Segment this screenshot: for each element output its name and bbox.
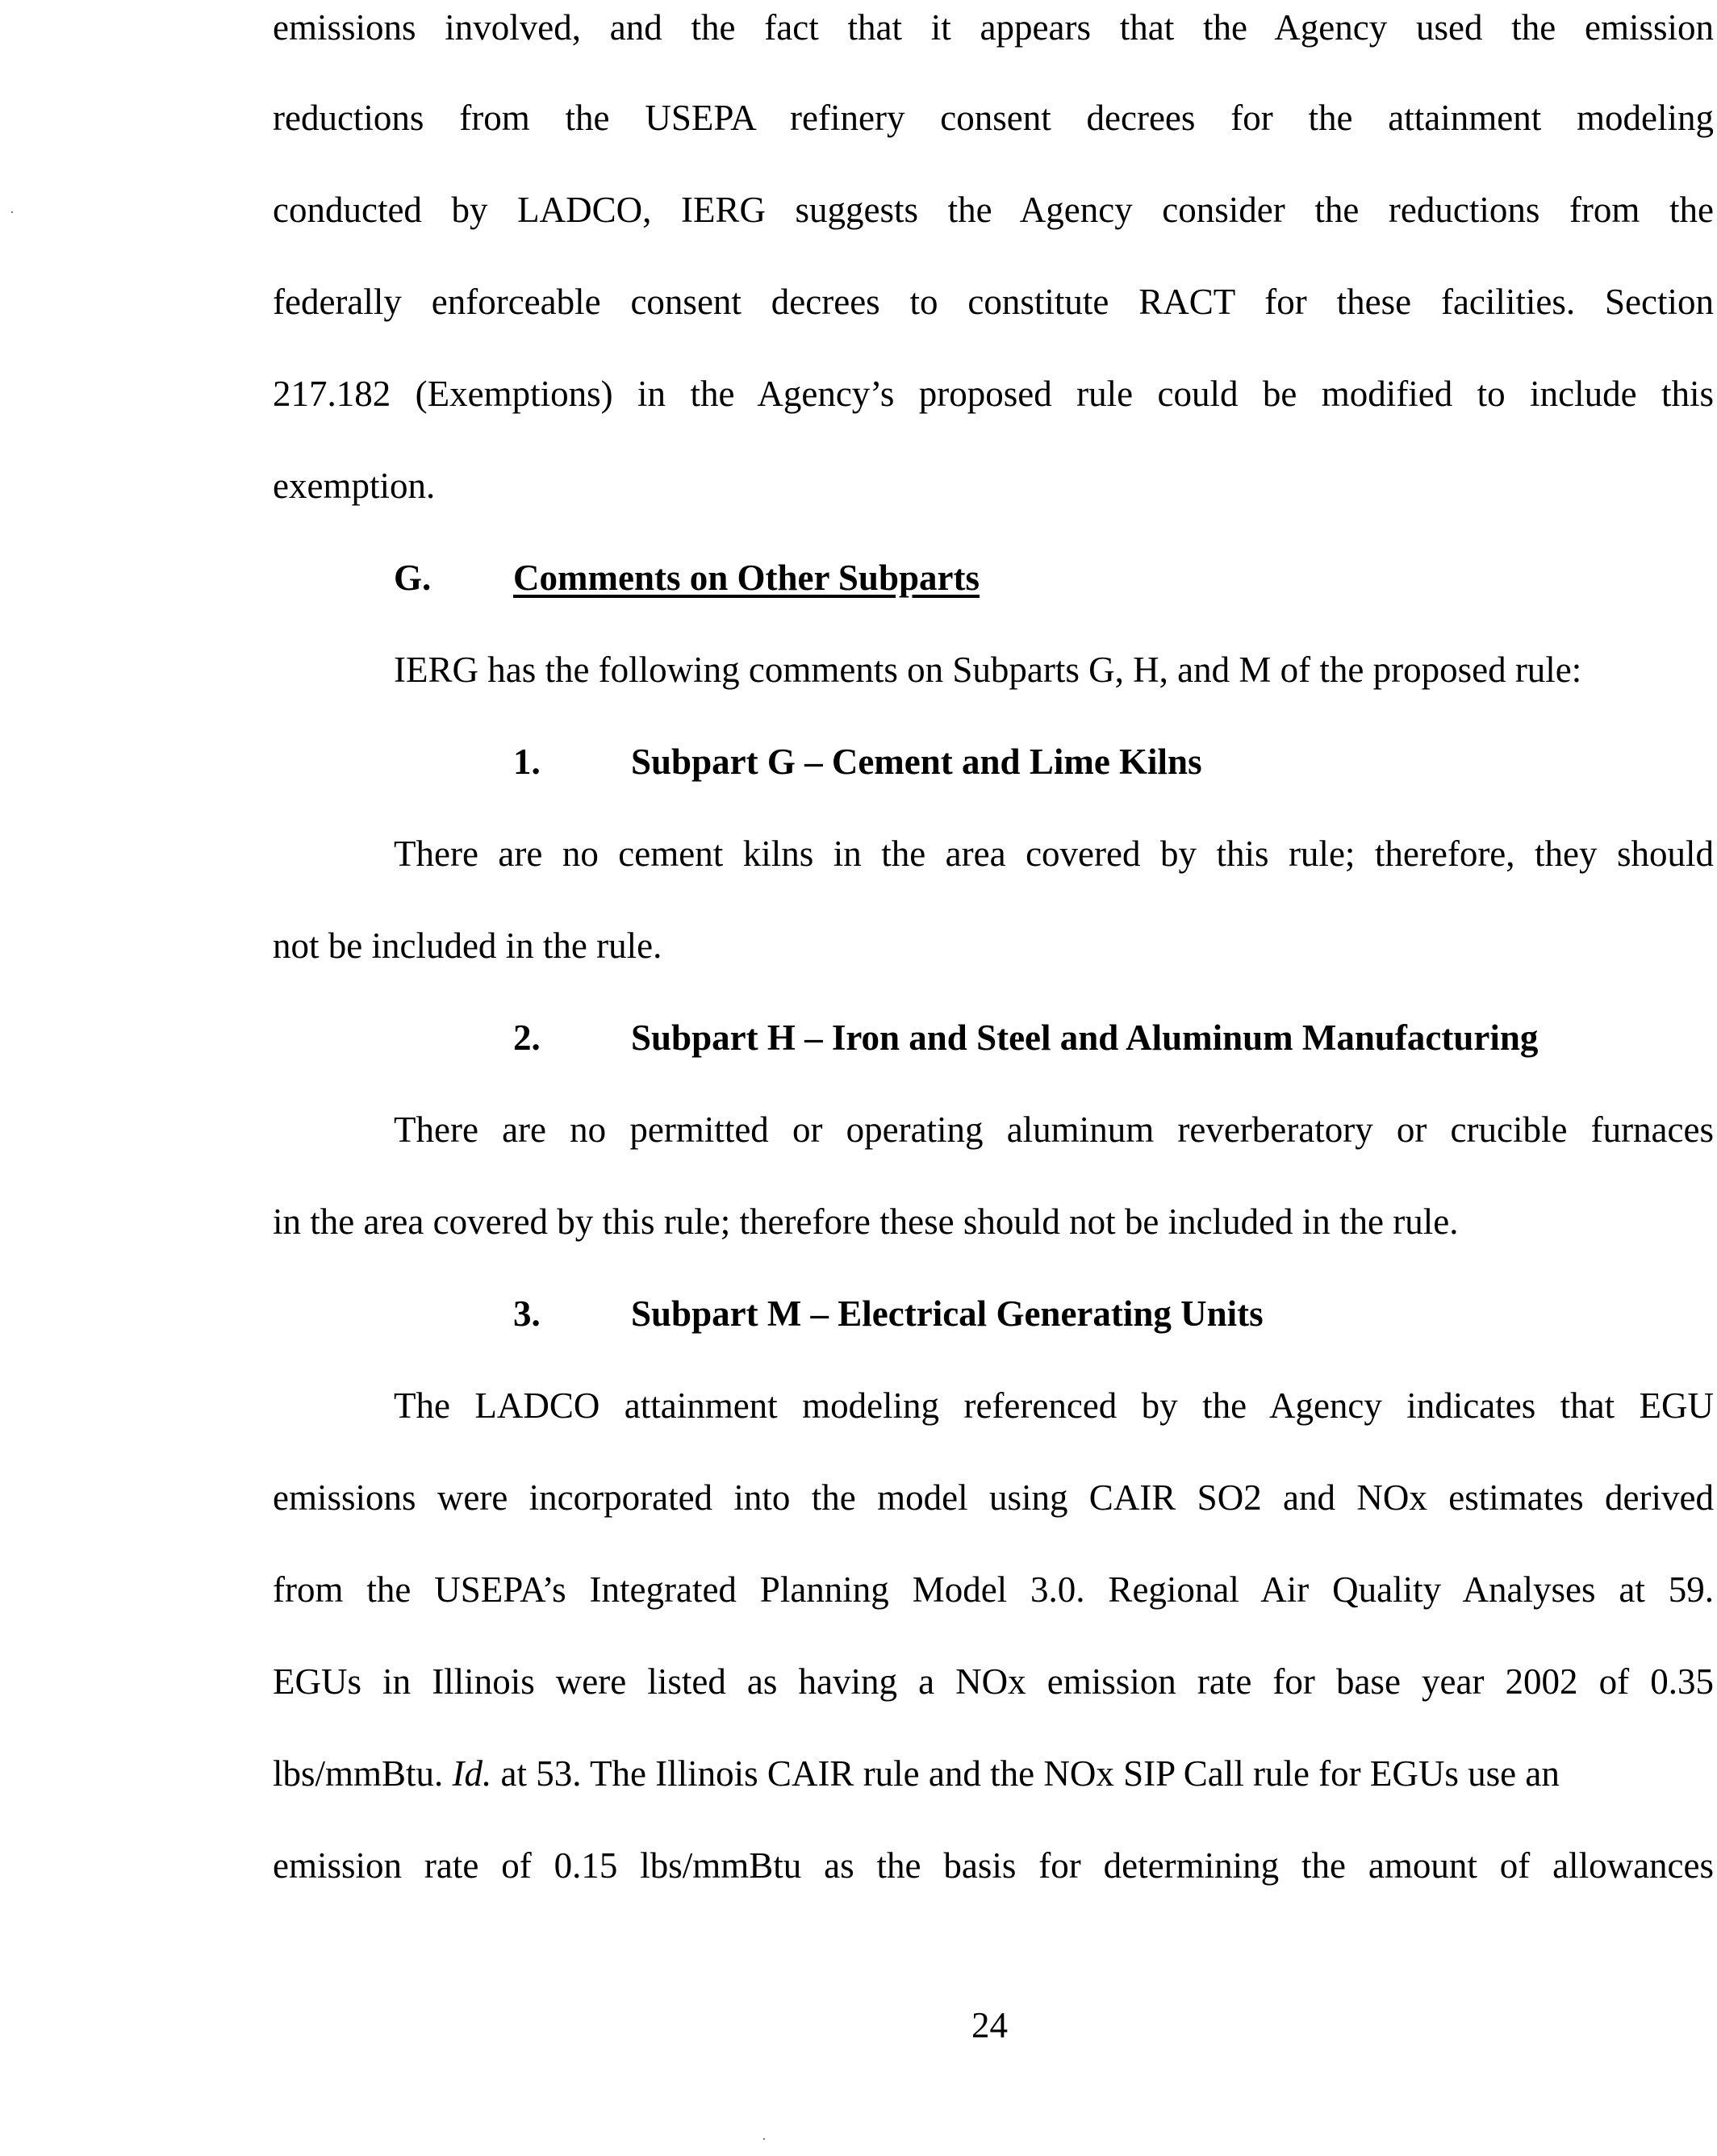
subpart-h-line-2: in the area covered by this rule; therefore these should not be included in the rule. (273, 1201, 1459, 1242)
body-line-1: emissions involved, and the fact that it appears that the Agency used the emission (273, 7, 1714, 48)
subpart-m-line-3: from the USEPA’s Integrated Planning Model 3.0. Regional Air Quality Analyses at 59. (273, 1569, 1714, 1610)
body-line-2: reductions from the USEPA refinery consent decrees for the attainment modeling (273, 98, 1714, 138)
subpart-m-line-5-end: at 53. The Illinois CAIR rule and the NOx SIP Call rule for EGUs use an (491, 1753, 1560, 1794)
subpart-g-title: Subpart G – Cement and Lime Kilns (631, 742, 1202, 782)
subpart-m-line-5 (273, 1751, 1714, 1796)
subpart-m-line-5-start: lbs/mmBtu. (273, 1753, 453, 1794)
subpart-m-line-6: emission rate of 0.15 lbs/mmBtu as the basis for determining the amount of allowances (273, 1845, 1714, 1886)
page-number: 24 (971, 2005, 1008, 2045)
scan-speck (11, 211, 13, 213)
subpart-m-number: 3. (513, 1293, 541, 1334)
section-g-title: Comments on Other Subparts (513, 558, 980, 598)
subpart-g-number: 1. (513, 742, 541, 782)
subpart-h-line-1: There are no permitted or operating aluminum reverberatory or crucible furnaces (394, 1109, 1714, 1150)
subpart-h-title: Subpart H – Iron and Steel and Aluminum Manufacturing (631, 1017, 1539, 1058)
section-g-letter: G. (394, 558, 432, 598)
subpart-m-line-1: The LADCO attainment modeling referenced by the Agency indicates that EGU (394, 1385, 1714, 1426)
body-line-6: exemption. (273, 466, 436, 506)
subpart-m-title: Subpart M – Electrical Generating Units (631, 1293, 1264, 1334)
body-line-5: 217.182 (Exemptions) in the Agency’s proposed rule could be modified to include this (273, 374, 1714, 414)
subpart-h-number: 2. (513, 1017, 541, 1058)
subpart-g-line-2: not be included in the rule. (273, 925, 662, 966)
section-g-intro: IERG has the following comments on Subparts G, H, and M of the proposed rule: (394, 650, 1582, 690)
scan-speck (763, 2138, 765, 2140)
subpart-m-line-4: EGUs in Illinois were listed as having a NOx emission rate for base year 2002 of 0.35 (273, 1661, 1714, 1702)
subpart-m-line-2: emissions were incorporated into the model using CAIR SO2 and NOx estimates derived (273, 1477, 1714, 1518)
subpart-g-line-1: There are no cement kilns in the area covered by this rule; therefore, they should (394, 834, 1714, 874)
citation-id: Id. (452, 1753, 492, 1794)
body-line-3: conducted by LADCO, IERG suggests the Agency consider the reductions from the (273, 190, 1714, 230)
body-line-4: federally enforceable consent decrees to constitute RACT for these facilities. Section (273, 282, 1714, 322)
